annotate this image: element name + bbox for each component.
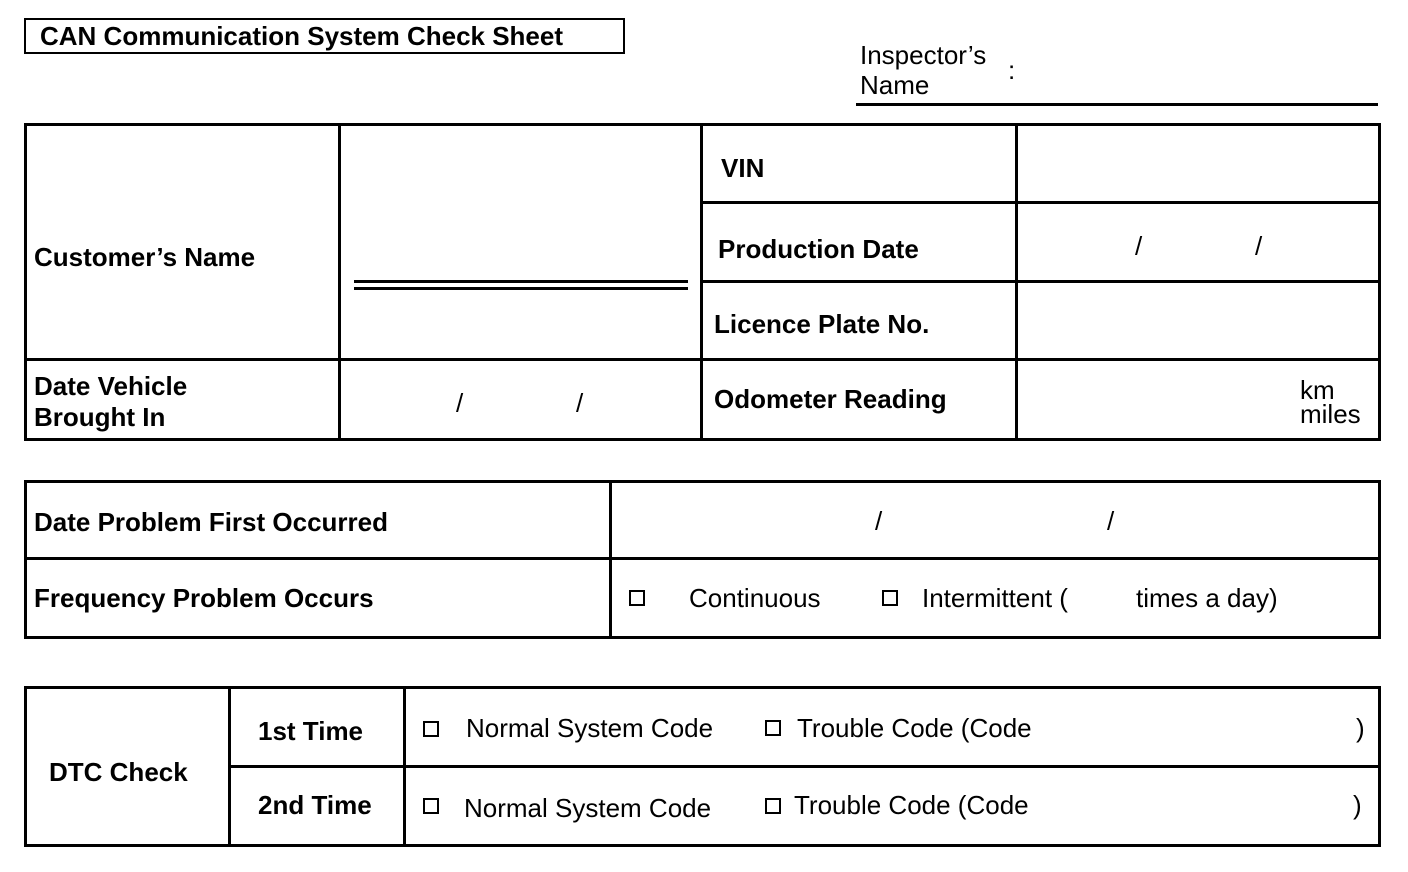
customer-name-label: Customer’s Name <box>34 242 256 272</box>
vin-label: VIN <box>721 153 765 183</box>
second-trouble-code-checkbox[interactable] <box>765 798 781 814</box>
first-trouble-code-label: Trouble Code (Code <box>797 713 1032 743</box>
first-occurred-label: Date Problem First Occurred <box>34 507 388 537</box>
unit-km: km <box>1300 375 1335 405</box>
customer-name-underline <box>354 280 688 283</box>
intermittent-checkbox[interactable] <box>882 590 898 606</box>
date-separator: / <box>1107 506 1115 536</box>
second-close-paren: ) <box>1353 790 1362 820</box>
inspector-name-label: Inspector’s Name <box>860 40 987 100</box>
date-separator: / <box>875 506 883 536</box>
licence-plate-label: Licence Plate No. <box>714 309 930 339</box>
continuous-label: Continuous <box>689 583 821 613</box>
second-time-label: 2nd Time <box>258 790 372 820</box>
date-separator: / <box>576 388 584 418</box>
first-normal-code-label: Normal System Code <box>466 713 714 743</box>
odometer-field[interactable] <box>1019 362 1377 438</box>
sheet-title: CAN Communication System Check Sheet <box>24 18 625 54</box>
unit-miles: miles <box>1300 399 1361 429</box>
intermittent-label: Intermittent ( <box>922 583 1068 613</box>
first-occurred-field[interactable] <box>613 484 1377 556</box>
first-close-paren: ) <box>1356 713 1365 743</box>
odometer-label: Odometer Reading <box>714 384 947 414</box>
date-separator: / <box>456 388 464 418</box>
date-brought-in-label: Date Vehicle Brought In <box>34 371 188 432</box>
first-trouble-code-field[interactable] <box>1056 708 1348 748</box>
dtc-check-label: DTC Check <box>49 757 188 787</box>
customer-name-underline-2 <box>354 287 688 290</box>
first-normal-code-checkbox[interactable] <box>423 721 439 737</box>
second-normal-code-checkbox[interactable] <box>423 798 439 814</box>
licence-plate-field[interactable] <box>1019 284 1377 357</box>
first-time-label: 1st Time <box>258 716 364 746</box>
continuous-checkbox[interactable] <box>629 590 645 606</box>
first-trouble-code-checkbox[interactable] <box>765 720 781 736</box>
date-separator: / <box>1135 231 1143 261</box>
times-a-day-label: times a day) <box>1136 583 1278 613</box>
production-date-field[interactable] <box>1019 205 1377 279</box>
second-trouble-code-label: Trouble Code (Code <box>794 790 1029 820</box>
vin-field[interactable] <box>1019 127 1377 200</box>
customer-name-field[interactable] <box>342 127 698 357</box>
second-normal-code-label: Normal System Code <box>464 793 712 823</box>
production-date-label: Production Date <box>718 234 919 264</box>
frequency-label: Frequency Problem Occurs <box>34 583 374 613</box>
second-trouble-code-field[interactable] <box>1052 786 1348 826</box>
inspector-name-field[interactable] <box>856 103 1378 106</box>
inspector-colon: : <box>1008 55 1016 85</box>
date-brought-in-field[interactable] <box>342 362 698 438</box>
times-a-day-field[interactable] <box>1080 580 1132 614</box>
date-separator: / <box>1255 231 1263 261</box>
